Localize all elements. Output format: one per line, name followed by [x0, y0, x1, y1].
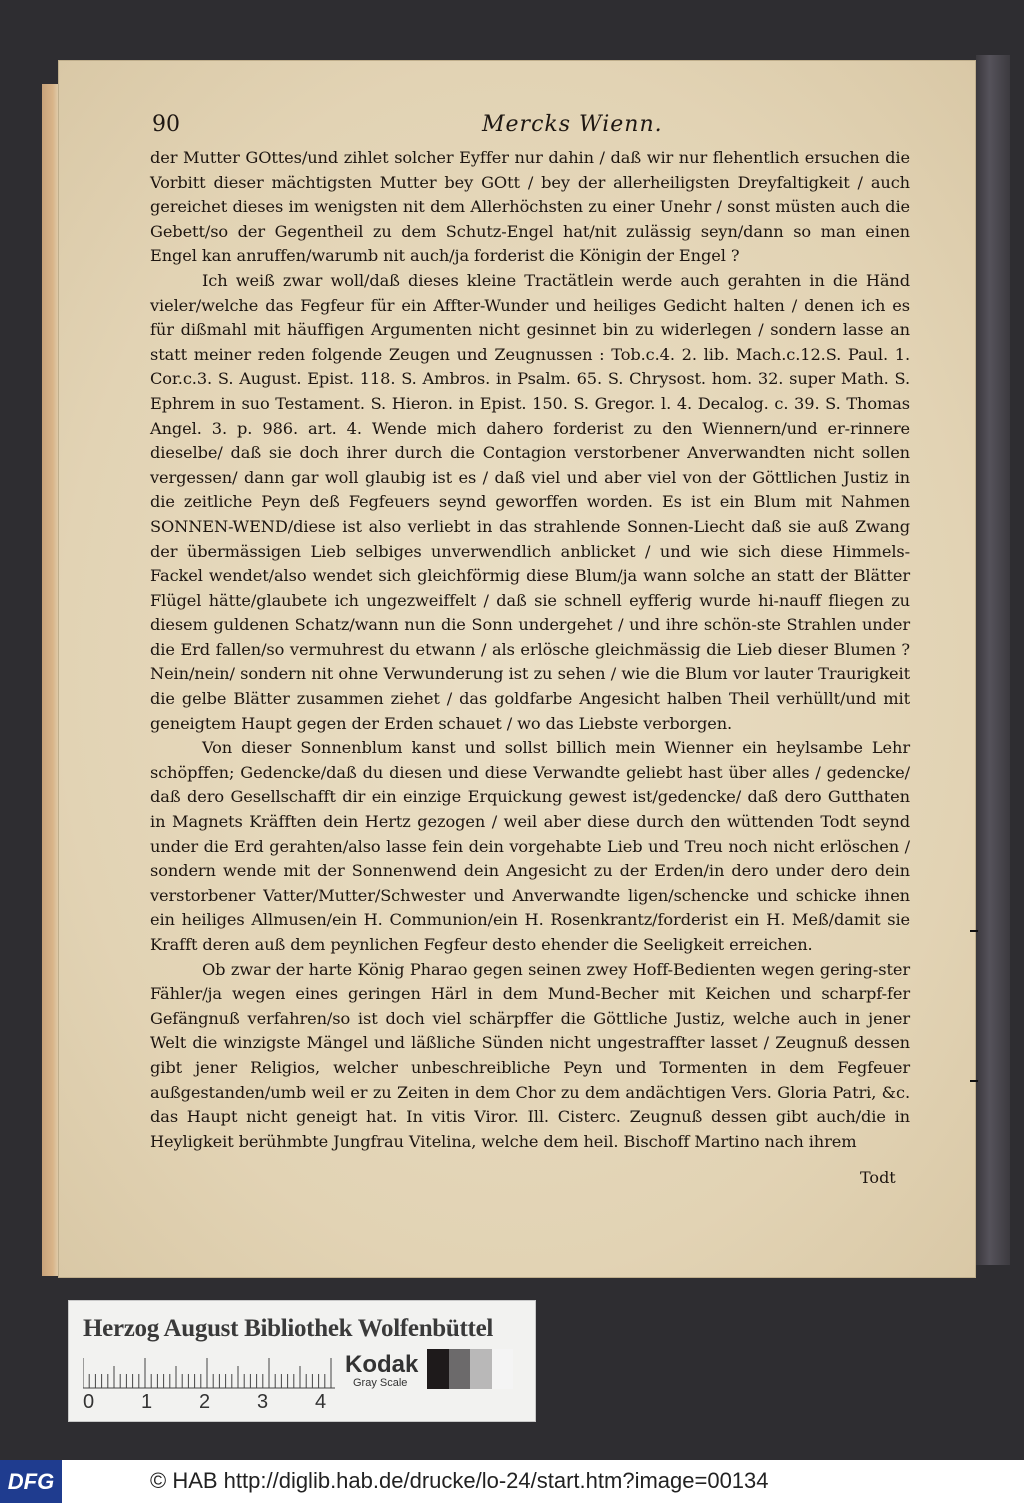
page-body-text: [150, 146, 910, 1154]
footer-bar: [0, 1460, 1024, 1503]
dfg-logo: DFG: [0, 1460, 62, 1503]
book-gutter: [976, 55, 1010, 1265]
kodak-label: [345, 1351, 418, 1389]
kodak-name: Kodak: [345, 1351, 419, 1378]
copyright-link[interactable]: © HAB http://diglib.hab.de/drucke/lo-24/start.htm?image=00134: [150, 1468, 769, 1493]
gray-patch: [492, 1349, 514, 1389]
ruler-label: 4: [315, 1391, 327, 1413]
gray-scale-patches: [427, 1349, 513, 1389]
gray-patch: [449, 1349, 471, 1389]
page-number: 90: [152, 112, 180, 137]
running-head: Mercks Wienn.: [482, 112, 663, 137]
library-name: Herzog August Bibliothek Wolfenbüttel: [83, 1315, 494, 1342]
ruler-labels: [83, 1391, 353, 1415]
paragraph-4: Ob zwar der harte König Pharao gegen seinen zwey Hoff-Bedienten wegen gering-ster Fähler/ja wegen eines geringen Härl in dem Mund-Becher mit Keichen und scharpf-fer Gefängnuß verfahren/so ist doch viel schärpffer die Göttliche Justiz, welche auch in jener Welt die winzigste Mängel und läßliche Sünden nicht ungestraffter lasset / Zeugnuß dessen gibt jener Religios, welcher unbeschreibliche Peyn und Tormenten in dem Fegfeuer außgestanden/umb weil er zu Zeiten in dem Chor zu dem andächtigen Vers. Gloria Patri, &c. das Haupt nicht geneigt hat. In vitis Viror. Ill. Cisterc. Zeugnuß dessen gibt auch/die in Heyligkeit berühmbte Jungfrau Vitelina, welche dem heil. Bischoff Martino nach ihrem: [150, 959, 910, 1151]
measurement-ruler: [83, 1355, 335, 1389]
ruler-label: 2: [199, 1391, 211, 1413]
color-calibration-card: [68, 1300, 536, 1422]
edge-tick-mark: [970, 930, 978, 932]
paragraph-1: der Mutter GOttes/und zihlet solcher Eyffer nur dahin / daß wir nur flehentlich ersuchen die Vorbitt dieser mächtigsten Mutter bey GOtt / bey der allerheiligsten Dreyfaltigkeit / auch gereichet dieses im wenigsten nit dem Allerhöchsten zu einer Unehr / sonst müsten auch die Gebett/so der Gegentheil zu dem Schutz-Engel hat/nit zulässig seyn/dann so man einen Engel kan anruffen/warumb nit auch/ja forderist die Königin der Engel ?: [150, 148, 910, 266]
paragraph-2: Ich weiß zwar woll/daß dieses kleine Tractätlein werde auch gerahten in die Händ vieler/welche das Fegfeur für ein Affter-Wunder und heiliges Gedicht halten / denen ich es für dißmahl mit häuffigen Argumenten nicht gesinnet bin zu widerlegen / sondern lasse an statt meiner reden folgende Zeugen und Zeugnussen : Tob.c.4. 2. lib. Mach.c.12.S. Paul. 1. Cor.c.3. S. August. Epist. 118. S. Ambros. in Psalm. 65. S. Chrysost. hom. 32. super Math. S. Ephrem in suo Testament. S. Hieron. in Epist. 150. S. Gregor. l. 4. Decalog. c. 39. S. Thomas Angel. 3. p. 986. art. 4. Wende mich dahero forderist zu den Wiennern/und er-rinnere dieselbe/ daß sie doch ihrer durch die Contagion verstorbener Anverwandten nicht sollen vergessen/ dann gar woll glaubig ist es / daß viel und aber viel von der Göttlichen Justiz in die zeitliche Peyn deß Fegfeuers seynd geworffen worden. Es ist ein Blum mit Nahmen SONNEN-WEND/diese ist also verliebt in das strahlende Sonnen-Liecht daß sie auß Zwang der übermässigen Lieb selbiges unverwendlich anblicket / und wie sich diese Himmels-Fackel wendet/also wendet sich gleichförmig diese Blum/ja wann solche an statt der Blätter Flügel hätte/glaubete ich ungezweiffelt / daß sie schnell eyfferig wurde hi-nauff fliegen zu diesem guldenen Schatz/wann nun die Sonn undergehet / und ihre schön-ste Strahlen under die Erd fallen/so vermuhrest du etwann / als erlösche gleichmässig die Lieb dieser Blumen ? Nein/nein/ sondern nit ohne Verwunderung ist zu sehen / wie die Blum vor lauter Traurigkeit die gelbe Blätter zusammen ziehet / das goldfarbe Angesicht halben Theil verhüllt/und mit geneigtem Haupt gegen der Erden schauet / wo das Liebste verborgen.: [150, 270, 910, 733]
gray-patch: [427, 1349, 449, 1389]
catchword: Todt: [860, 1168, 896, 1187]
paragraph-3: Von dieser Sonnenblum kanst und sollst billich mein Wienner ein heylsambe Lehr schöpffen; Gedencke/daß du diesen und diese Verwandte geliebt hast über alles / gedencke/ daß dero Gesellschafft dir ein einzige Erquickung gewest ist/gedencke/ daß dero Gutthaten in Magnets Kräfften dein Hertz gezogen / weil aber diese durch den wüttenden Todt seynd under die Erd gerahten/also lasse fein dein vorgehabte Lieb und Treu noch nicht erlöschen / sondern wende mit der Sonnenwend dein Angesicht zu der Erden/in dero under dero dein verstorbener Vatter/Mutter/Schwester und Anverwandte ligen/schencke und schicke ihnen ein heiliges Allmusen/ein H. Communion/ein H. Rosenkrantz/forderist ein H. Meß/damit sie Krafft deren auß dem peynlichen Fegfeur desto ehender die Seeligkeit erreichen.: [150, 738, 910, 954]
page-header: [152, 112, 912, 142]
kodak-subtitle: Gray Scale: [353, 1377, 408, 1389]
edge-tick-mark: [970, 1080, 978, 1082]
ruler-label: 0: [83, 1391, 95, 1413]
gray-patch: [470, 1349, 492, 1389]
ruler-label: 3: [257, 1391, 269, 1413]
ruler-label: 1: [141, 1391, 153, 1413]
